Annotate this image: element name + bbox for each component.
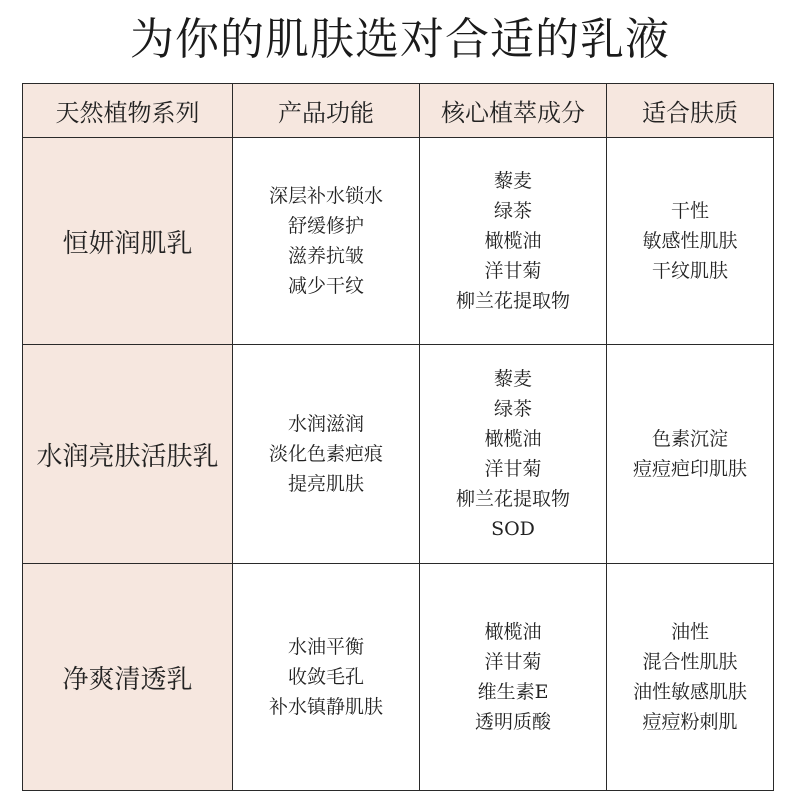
- ingredient-list: [420, 564, 607, 791]
- list-item: 干性: [670, 200, 709, 222]
- list-item: 收敛毛孔: [287, 666, 364, 688]
- product-name: 恒妍润肌乳: [23, 138, 233, 345]
- function-list: [233, 138, 420, 345]
- list-item: 藜麦: [493, 368, 532, 390]
- list-item: 维生素E: [477, 681, 549, 703]
- function-list: [233, 345, 420, 564]
- table-header-row: [23, 84, 774, 138]
- list-item: 水油平衡: [287, 636, 364, 658]
- list-item: 干纹肌肤: [651, 260, 728, 282]
- header-skin-type: 适合肤质: [607, 84, 774, 138]
- page-title: 为你的肌肤选对合适的乳液: [130, 14, 670, 65]
- list-item: 混合性肌肤: [642, 651, 738, 673]
- table-row: [23, 564, 774, 791]
- list-item: 色素沉淀: [651, 428, 728, 450]
- list-item: 油性敏感肌肤: [632, 681, 747, 703]
- list-item: 洋甘菊: [484, 260, 542, 282]
- list-item: 柳兰花提取物: [455, 290, 570, 312]
- list-item: 透明质酸: [474, 711, 551, 733]
- list-item: 柳兰花提取物: [455, 488, 570, 510]
- list-item: 水润滋润: [287, 413, 364, 435]
- product-name: 净爽清透乳: [23, 564, 233, 791]
- list-item: 提亮肌肤: [287, 473, 364, 495]
- list-item: 藜麦: [493, 170, 532, 192]
- list-item: 减少干纹: [287, 275, 364, 297]
- list-item: 绿茶: [493, 200, 532, 222]
- list-item: 敏感性肌肤: [642, 230, 738, 252]
- list-item: 深层补水锁水: [268, 185, 383, 207]
- table-row: [23, 345, 774, 564]
- list-item: 橄榄油: [484, 230, 542, 252]
- skin-type-list: [607, 345, 774, 564]
- header-series: 天然植物系列: [23, 84, 233, 138]
- ingredient-list: [420, 345, 607, 564]
- list-item: 滋养抗皱: [287, 245, 364, 267]
- list-item: SOD: [491, 518, 535, 540]
- product-name: 水润亮肤活肤乳: [23, 345, 233, 564]
- list-item: 橄榄油: [484, 621, 542, 643]
- list-item: 橄榄油: [484, 428, 542, 450]
- list-item: 舒缓修护: [287, 215, 364, 237]
- header-ingredients: 核心植萃成分: [420, 84, 607, 138]
- list-item: 淡化色素疤痕: [268, 443, 383, 465]
- skin-type-list: [607, 138, 774, 345]
- skin-type-list: [607, 564, 774, 791]
- list-item: 补水镇静肌肤: [268, 696, 383, 718]
- list-item: 痘痘疤印肌肤: [632, 458, 747, 480]
- header-function: 产品功能: [233, 84, 420, 138]
- list-item: 痘痘粉刺肌: [642, 711, 738, 733]
- list-item: 洋甘菊: [484, 651, 542, 673]
- table-row: [23, 138, 774, 345]
- function-list: [233, 564, 420, 791]
- list-item: 洋甘菊: [484, 458, 542, 480]
- lotion-comparison-table: [22, 83, 774, 791]
- ingredient-list: [420, 138, 607, 345]
- list-item: 绿茶: [493, 398, 532, 420]
- list-item: 油性: [670, 621, 709, 643]
